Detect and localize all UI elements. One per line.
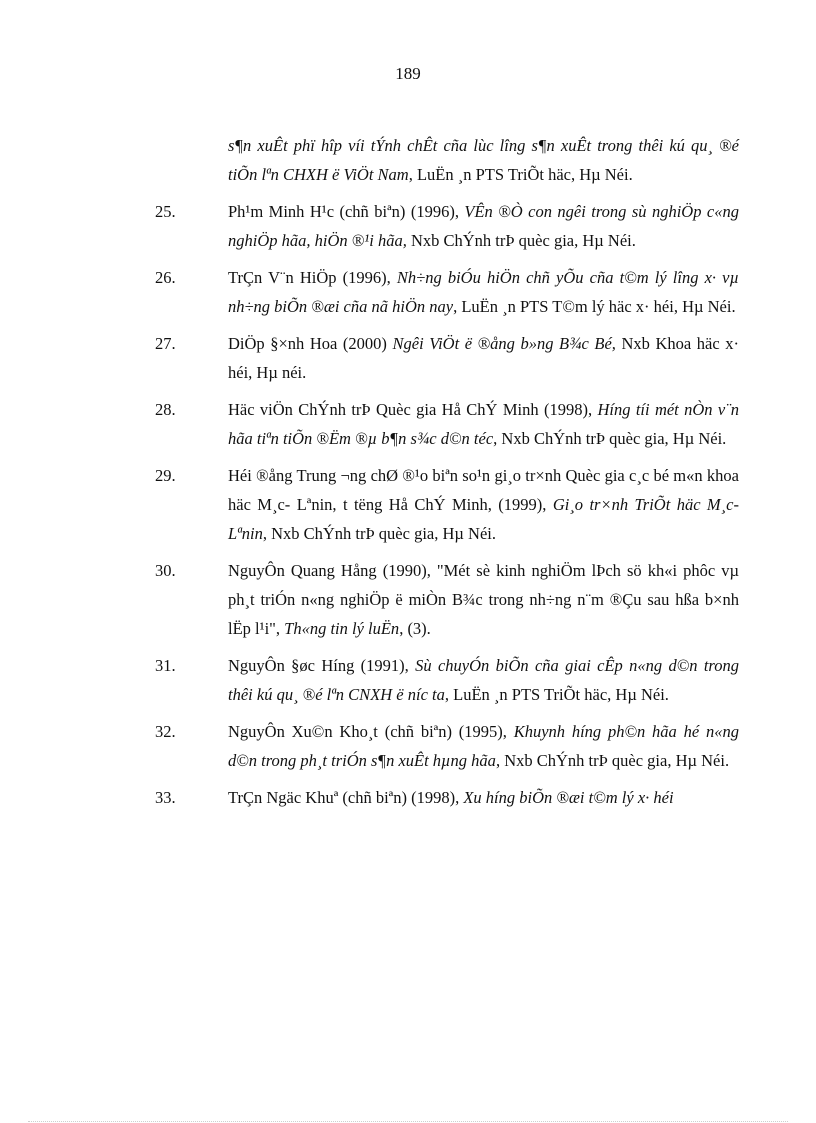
reference-list bbox=[155, 131, 739, 820]
reference-title: Nh÷ng biÓu hiÖn chñ yÕu cña t©m lý lîng x· vµ nh÷ng biÕn ®æi cña nã hiÖn nay bbox=[228, 268, 739, 316]
reference-author: TrÇn Ngäc Khuª (chñ biªn) (1998), bbox=[228, 788, 464, 807]
reference-publisher: , Nxb ChÝnh trÞ quèc gia, Hµ Néi. bbox=[493, 429, 727, 448]
reference-title: Khuynh híng ph©n hãa hé n«ng d©n trong ph¸t triÓn s¶n xuÊt hµng hãa bbox=[228, 722, 739, 770]
reference-author: DiÖp §×nh Hoa (2000) bbox=[228, 334, 393, 353]
reference-number: 30. bbox=[155, 561, 176, 580]
bottom-dotted-rule bbox=[28, 1121, 788, 1122]
reference-entry bbox=[155, 197, 739, 255]
reference-entry bbox=[155, 651, 739, 709]
reference-publisher: , (3). bbox=[399, 619, 431, 638]
reference-entry bbox=[155, 329, 739, 387]
reference-number: 31. bbox=[155, 656, 176, 675]
reference-entry bbox=[155, 783, 739, 812]
reference-author: NguyÔn §øc Híng (1991), bbox=[228, 656, 416, 675]
reference-number: 28. bbox=[155, 400, 176, 419]
reference-publisher: Nxb Khoa häc x· héi, Hµ néi. bbox=[228, 334, 739, 382]
reference-publisher: Nxb ChÝnh trÞ quèc gia, Hµ Néi. bbox=[406, 231, 636, 250]
reference-title: Híng tíi mét nÒn v¨n hãa tiªn tiÕn ®Ëm ®µ b¶n s¾c d©n téc bbox=[228, 400, 739, 448]
reference-title: Gi¸o tr×nh TriÕt häc M¸c- Lªnin bbox=[228, 495, 739, 543]
reference-publisher: , Nxb ChÝnh trÞ quèc gia, Hµ Néi. bbox=[262, 524, 496, 543]
reference-author: NguyÔn Xu©n Kho¸t (chñ biªn) (1995), bbox=[228, 722, 514, 741]
reference-publisher: , LuËn ¸n PTS TriÕt häc, Hµ Néi. bbox=[408, 165, 633, 184]
reference-title: Sù chuyÓn biÕn cña giai cÊp n«ng d©n trong thêi kú qu¸ ®é lªn CNXH ë níc ta bbox=[228, 656, 739, 704]
reference-author: NguyÔn Quang Hång (1990), "Mét sè kinh nghiÖm lÞch sö kh«i phôc vµ ph¸t triÓn n«ng nghiÖp ë miÒn B¾c trong nh÷ng n¨m ®Çu sau hßa b×nh lËp l¹i", bbox=[228, 561, 739, 638]
reference-title: VÊn ®Ò con ngêi trong sù nghiÖp c«ng nghiÖp hãa, hiÖn ®¹i hãa, bbox=[228, 202, 739, 250]
reference-publisher: , LuËn ¸n PTS T©m lý häc x· héi, Hµ Néi. bbox=[453, 297, 736, 316]
reference-number: 32. bbox=[155, 722, 176, 741]
reference-publisher: , Nxb ChÝnh trÞ quèc gia, Hµ Néi. bbox=[495, 751, 730, 770]
reference-author: Ph¹m Minh H¹c (chñ biªn) (1996), bbox=[228, 202, 465, 221]
reference-title: Th«ng tin lý luËn bbox=[284, 619, 400, 638]
reference-number: 26. bbox=[155, 268, 176, 287]
reference-entry bbox=[155, 461, 739, 548]
reference-title: Ngêi ViÖt ë ®ång b»ng B¾c Bé, bbox=[392, 334, 616, 353]
reference-entry bbox=[155, 131, 739, 189]
reference-number: 27. bbox=[155, 334, 176, 353]
reference-title: s¶n xuÊt phï hîp víi tÝnh chÊt cña lùc lîng s¶n xuÊt trong thêi kú qu¸ ®é tiÕn lªn CHXH ë ViÖt Nam bbox=[228, 136, 739, 184]
reference-author: Häc viÖn ChÝnh trÞ Quèc gia Hå ChÝ Minh (1998), bbox=[228, 400, 598, 419]
reference-entry bbox=[155, 556, 739, 643]
reference-author: TrÇn V¨n HiÖp (1996), bbox=[228, 268, 397, 287]
reference-entry bbox=[155, 717, 739, 775]
reference-number: 25. bbox=[155, 202, 176, 221]
reference-title: Xu híng biÕn ®æi t©m lý x· héi bbox=[463, 788, 674, 807]
reference-number: 33. bbox=[155, 788, 176, 807]
reference-author: Héi ®ång Trung ¬ng chØ ®¹o biªn so¹n gi¸o tr×nh Quèc gia c¸c bé m«n khoa häc M¸c- Lªnin, t tëng Hå ChÝ Minh, (1999), bbox=[228, 466, 739, 514]
reference-publisher: , LuËn ¸n PTS TriÕt häc, Hµ Néi. bbox=[444, 685, 669, 704]
reference-entry bbox=[155, 263, 739, 321]
page-number: 189 bbox=[395, 64, 421, 83]
reference-number: 29. bbox=[155, 466, 176, 485]
reference-entry bbox=[155, 395, 739, 453]
